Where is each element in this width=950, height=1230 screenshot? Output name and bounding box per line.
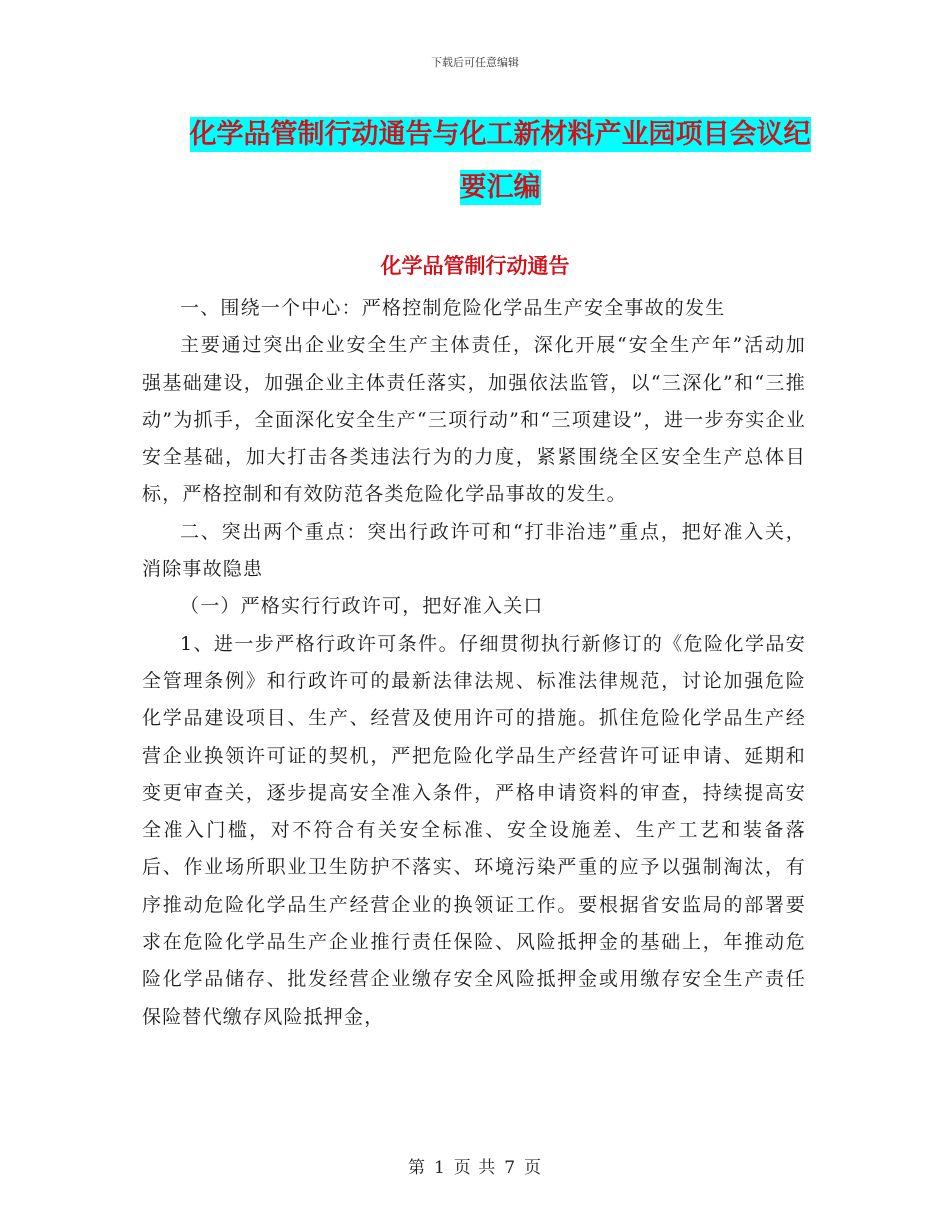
- footer-prefix: 第: [407, 1158, 426, 1178]
- page-footer: [0, 1153, 950, 1178]
- footer-suffix: 页: [524, 1158, 543, 1178]
- header-note: 下载后可任意编辑: [431, 56, 519, 69]
- paragraph: （一）严格实行行政许可，把好准入关口: [180, 595, 544, 618]
- document-title: [150, 108, 850, 214]
- document-title-line-2: 要汇编: [459, 172, 541, 203]
- section-title: 化学品管制行动通告: [380, 254, 570, 278]
- total-pages-number: 7: [504, 1158, 517, 1178]
- paragraph: 二、突出两个重点：突出行政许可和“打非治违”重点，把好准入关，消除事故隐患: [142, 520, 806, 581]
- paragraph: 一、围绕一个中心：严格控制危险化学品生产安全事故的发生: [180, 297, 726, 319]
- paragraph: 主要通过突出企业安全生产主体责任，深化开展“安全生产年”活动加强基础建设，加强企业主体责任落实，加强依法监管，以“三深化”和“三推动”为抓手，全面深化安全生产“三项行动”和“三项建设”，进一步夯实企业安全基础，加大打击各类违法行为的力度，紧紧围绕全区安全生产总体目标，严格控制和有效防范各类危险化学品事故的发生。: [142, 334, 806, 506]
- document-body: [142, 290, 806, 1036]
- current-page-number: 1: [433, 1158, 446, 1178]
- footer-middle: 页 共: [453, 1158, 497, 1178]
- paragraph: 1、进一步严格行政许可条件。仔细贯彻执行新修订的《危险化学品安全管理条例》和行政许可的最新法律法规、标准法律规范，讨论加强危险化学品建设项目、生产、经营及使用许可的措施。抓住危险化学品生产经营企业换领许可证的契机，严把危险化学品生产经营许可证申请、延期和变更审查关，逐步提高安全准入条件，严格申请资料的审查，持续提高安全准入门槛，对不符合有关安全标准、安全设施差、生产工艺和装备落后、作业场所职业卫生防护不落实、环境污染严重的应予以强制淘汰，有序推动危险化学品生产经营企业的换领证工作。要根据省安监局的部署要求在危险化学品生产企业推行责任保险、风险抵押金的基础上，年推动危险化学品储存、批发经营企业缴存安全风险抵押金或用缴存安全生产责任保险替代缴存风险抵押金，: [142, 632, 806, 1028]
- document-title-line-1: 化学品管制行动通告与化工新材料产业园项目会议纪: [189, 119, 811, 150]
